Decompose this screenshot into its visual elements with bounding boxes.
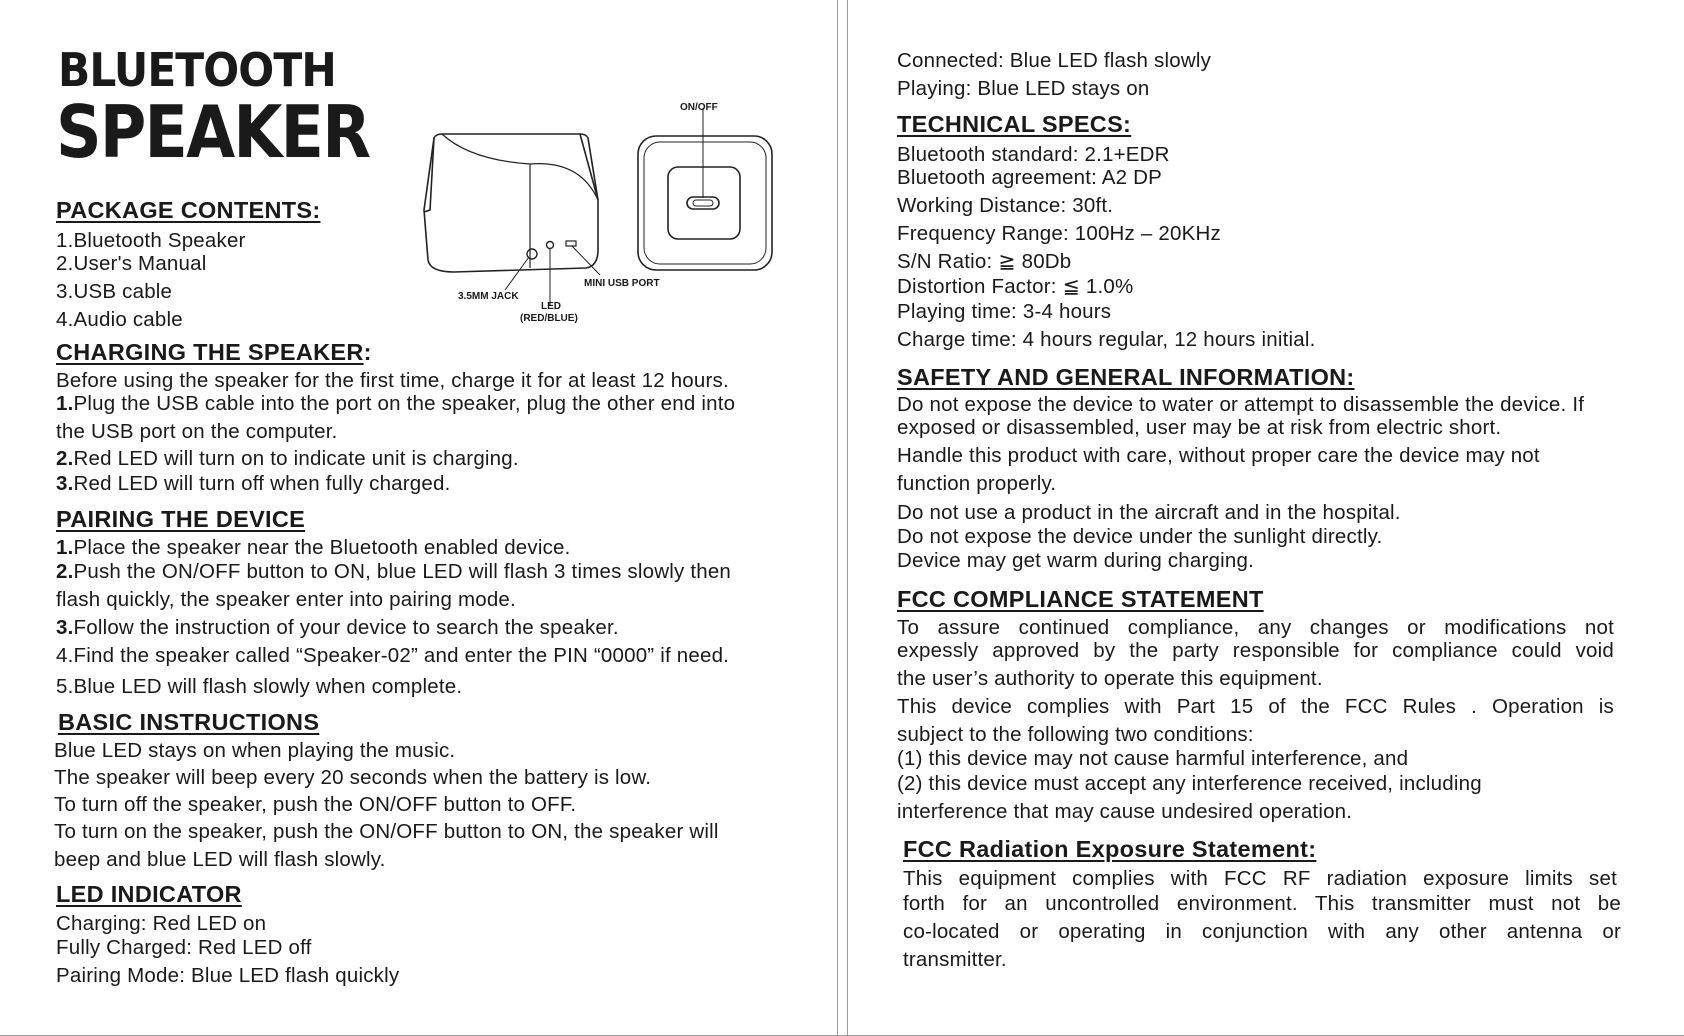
safety-line: exposed or disassembled, user may be at risk from electric short. — [897, 416, 1502, 439]
pairing-step: 4.Find the speaker called “Speaker-02” and enter the PIN “0000” if need. — [56, 644, 730, 667]
spec-line: Playing time: 3-4 hours — [897, 300, 1112, 323]
spec-line: Working Distance: 30ft. — [897, 194, 1114, 217]
fcc-line: This device complies with Part 15 of the FCC Rules . Operation is — [897, 695, 1614, 718]
package-item: 4.Audio cable — [56, 308, 183, 331]
fcc-line: (2) this device must accept any interference received, including — [897, 772, 1482, 795]
charging-step — [56, 391, 735, 416]
title-bluetooth: BLUETOOTH — [58, 43, 336, 97]
fcc-line: To assure continued compliance, any changes or modifications not — [897, 616, 1614, 639]
pairing-step — [56, 559, 731, 584]
led-line: Fully Charged: Red LED off — [56, 936, 312, 959]
charging-step — [56, 446, 519, 471]
led-heading: LED INDICATOR — [56, 881, 242, 907]
package-item: 1.Bluetooth Speaker — [56, 229, 246, 252]
pairing-heading: PAIRING THE DEVICE — [56, 506, 306, 532]
led-line: Charging: Red LED on — [56, 912, 267, 935]
step-text: Follow the instruction of your device to search the speaker. — [73, 616, 619, 639]
spec-line: S/N Ratio: ≧ 80Db — [897, 250, 1072, 273]
usb-port-label: MINI USB PORT — [584, 278, 660, 289]
package-item: 3.USB cable — [56, 280, 173, 303]
basic-line: beep and blue LED will flash slowly. — [54, 848, 386, 871]
pairing-step — [56, 615, 619, 640]
step-number: 2. — [56, 447, 74, 470]
spec-line: Bluetooth agreement: A2 DP — [897, 166, 1163, 189]
package-heading: PACKAGE CONTENTS: — [56, 197, 321, 223]
specs-heading: TECHNICAL SPECS: — [897, 111, 1132, 137]
led-color-label: (RED/BLUE) — [520, 313, 578, 324]
safety-line: Device may get warm during charging. — [897, 549, 1254, 572]
radiation-line: transmitter. — [903, 948, 1007, 971]
led-label: LED — [541, 301, 561, 312]
pairing-step — [56, 535, 571, 560]
radiation-line: co-located or operating in conjunction with any other antenna or — [903, 920, 1621, 943]
left-page-right-edge — [837, 0, 838, 1036]
step-text: Plug the USB cable into the port on the speaker, plug the other end into — [73, 392, 736, 415]
fcc-heading: FCC COMPLIANCE STATEMENT — [897, 586, 1264, 612]
basic-heading: BASIC INSTRUCTIONS — [58, 709, 320, 735]
safety-heading: SAFETY AND GENERAL INFORMATION: — [897, 364, 1355, 390]
step-text: Red LED will turn off when fully charged. — [73, 472, 451, 495]
charging-intro: Before using the speaker for the first time, charge it for at least 12 hours. — [56, 369, 729, 392]
charging-heading-text: CHARGING THE SPEAKER — [56, 339, 364, 365]
safety-line: Do not expose the device to water or attempt to disassemble the device. If — [897, 393, 1585, 416]
spec-line: Frequency Range: 100Hz – 20KHz — [897, 222, 1221, 245]
radiation-line: This equipment complies with FCC RF radiation exposure limits set — [903, 867, 1617, 890]
on-off-label: ON/OFF — [680, 102, 718, 113]
spec-line: Charge time: 4 hours regular, 12 hours initial. — [897, 328, 1316, 351]
basic-line: The speaker will beep every 20 seconds when the battery is low. — [54, 766, 652, 789]
step-number: 1. — [56, 536, 74, 559]
fcc-line: interference that may cause undesired operation. — [897, 800, 1353, 823]
safety-line: Do not expose the device under the sunlight directly. — [897, 525, 1383, 548]
safety-line: function properly. — [897, 472, 1057, 495]
led-line: Connected: Blue LED flash slowly — [897, 49, 1212, 72]
basic-line: To turn off the speaker, push the ON/OFF button to OFF. — [54, 793, 577, 816]
pairing-step-cont: flash quickly, the speaker enter into pairing mode. — [56, 588, 516, 611]
safety-line: Handle this product with care, without proper care the device may not — [897, 444, 1540, 467]
led-line: Playing: Blue LED stays on — [897, 77, 1150, 100]
step-text: Red LED will turn on to indicate unit is charging. — [73, 447, 519, 470]
led-line: Pairing Mode: Blue LED flash quickly — [56, 964, 400, 987]
basic-line: To turn on the speaker, push the ON/OFF button to ON, the speaker will — [54, 820, 719, 843]
fcc-line: the user’s authority to operate this equipment. — [897, 667, 1323, 690]
pairing-step: 5.Blue LED will flash slowly when complete. — [56, 675, 463, 698]
basic-line: Blue LED stays on when playing the music. — [54, 739, 456, 762]
fcc-line: expessly approved by the party responsible for compliance could void — [897, 639, 1614, 662]
step-text: Place the speaker near the Bluetooth enabled device. — [73, 536, 571, 559]
safety-line: Do not use a product in the aircraft and in the hospital. — [897, 501, 1401, 524]
package-item: 2.User's Manual — [56, 252, 207, 275]
step-text: Push the ON/OFF button to ON, blue LED will flash 3 times slowly then — [73, 560, 732, 583]
fcc-line: subject to the following two conditions: — [897, 723, 1254, 746]
charging-heading-colon: : — [363, 339, 372, 365]
fcc-line: (1) this device may not cause harmful interference, and — [897, 747, 1409, 770]
jack-label: 3.5MM JACK — [458, 291, 519, 302]
spec-line: Distortion Factor: ≦ 1.0% — [897, 275, 1134, 298]
charging-step-cont: the USB port on the computer. — [56, 420, 338, 443]
step-number: 3. — [56, 472, 74, 495]
step-number: 1. — [56, 392, 74, 415]
charging-step — [56, 471, 451, 496]
right-page-left-edge — [847, 0, 848, 1036]
step-number: 2. — [56, 560, 74, 583]
step-number: 3. — [56, 616, 74, 639]
spec-line: Bluetooth standard: 2.1+EDR — [897, 143, 1170, 166]
radiation-heading: FCC Radiation Exposure Statement: — [903, 836, 1317, 862]
title-speaker: SPEAKER — [56, 90, 370, 174]
charging-heading — [56, 339, 372, 366]
radiation-line: forth for an uncontrolled environment. This transmitter must not be — [903, 892, 1621, 915]
